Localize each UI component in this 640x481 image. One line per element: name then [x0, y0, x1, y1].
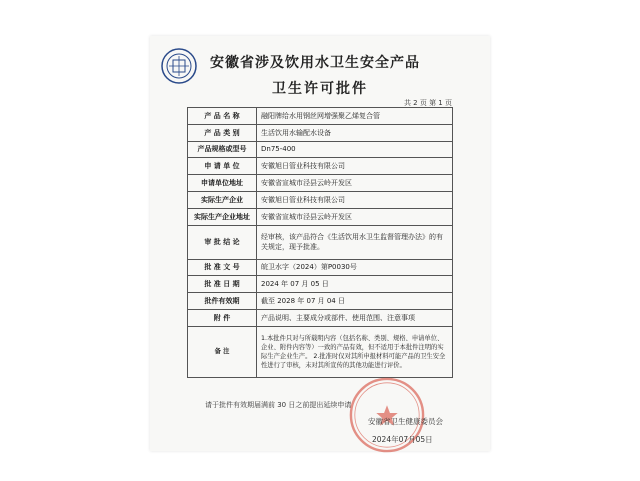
- row-label: 审 批 结 论: [188, 225, 257, 259]
- table-row: [188, 225, 453, 259]
- table-row: [188, 124, 453, 141]
- row-label: 批件有效期: [188, 293, 257, 310]
- row-value: 生活饮用水输配水设备: [257, 124, 453, 141]
- row-label: 批 准 文 号: [188, 259, 257, 276]
- issuing-authority: 安徽省卫生健康委员会: [368, 417, 443, 426]
- row-value: 融阳牌给水用钢丝网增强聚乙烯复合管: [257, 108, 453, 125]
- row-label: 附 件: [188, 309, 257, 326]
- row-value: 经审核，该产品符合《生活饮用水卫生监督管理办法》的有关规定，现予批准。: [257, 225, 453, 259]
- row-label: 备 注: [188, 326, 257, 377]
- row-value: Dn75-400: [257, 141, 453, 158]
- row-value: 产品说明、主要成分或部件、使用范围、注意事项: [257, 309, 453, 326]
- row-value: 安徽旭日管业科技有限公司: [257, 158, 453, 175]
- row-label: 产 品 类 别: [188, 124, 257, 141]
- row-label: 实际生产企业地址: [188, 208, 257, 225]
- document-title: 安徽省涉及饮用水卫生安全产品: [210, 55, 420, 71]
- row-value: 安徽省宣城市泾县云岭开发区: [257, 208, 453, 225]
- row-label: 批 准 日 期: [188, 276, 257, 293]
- row-label: 产 品 名 称: [188, 108, 257, 125]
- document-subtitle: 卫生许可批件: [272, 81, 368, 97]
- table-row: [188, 326, 453, 377]
- table-row: [188, 259, 453, 276]
- approval-table: [187, 107, 453, 378]
- row-value: 皖卫水字（2024）第P0030号: [257, 259, 453, 276]
- table-row: [188, 293, 453, 310]
- row-value: 安徽省宣城市泾县云岭开发区: [257, 175, 453, 192]
- row-label: 实际生产企业: [188, 191, 257, 208]
- table-row: [188, 309, 453, 326]
- table-row: [188, 141, 453, 158]
- table-row: [188, 208, 453, 225]
- page-info: 共 2 页 第 1 页: [403, 99, 452, 107]
- table-row: [188, 175, 453, 192]
- table-row: [188, 191, 453, 208]
- row-label: 申请单位地址: [188, 175, 257, 192]
- row-label: 申 请 单 位: [188, 158, 257, 175]
- table-row: [188, 276, 453, 293]
- issue-date: 2024年07月05日: [372, 435, 433, 444]
- row-value: 2024 年 07 月 05 日: [257, 276, 453, 293]
- approval-document: [150, 36, 490, 451]
- row-value: 截至 2028 年 07 月 04 日: [257, 293, 453, 310]
- row-value: 1.本批件只对与所载明内容（包括名称、类别、规格、申请单位、企业、附件内容等）一致的产品有效，但不适用于本批件注明的实际生产企业生产。 2.批准时仅对其所申报材料可能产品的卫生安全性进行了审核，未对其所宣传的其他功能进行评价。: [257, 326, 453, 377]
- table-row: [188, 108, 453, 125]
- row-value: 安徽旭日管业科技有限公司: [257, 191, 453, 208]
- row-label: 产品规格或型号: [188, 141, 257, 158]
- renewal-note: 请于批件有效期届满前 30 日之前提出延续申请: [205, 401, 352, 409]
- table-row: [188, 158, 453, 175]
